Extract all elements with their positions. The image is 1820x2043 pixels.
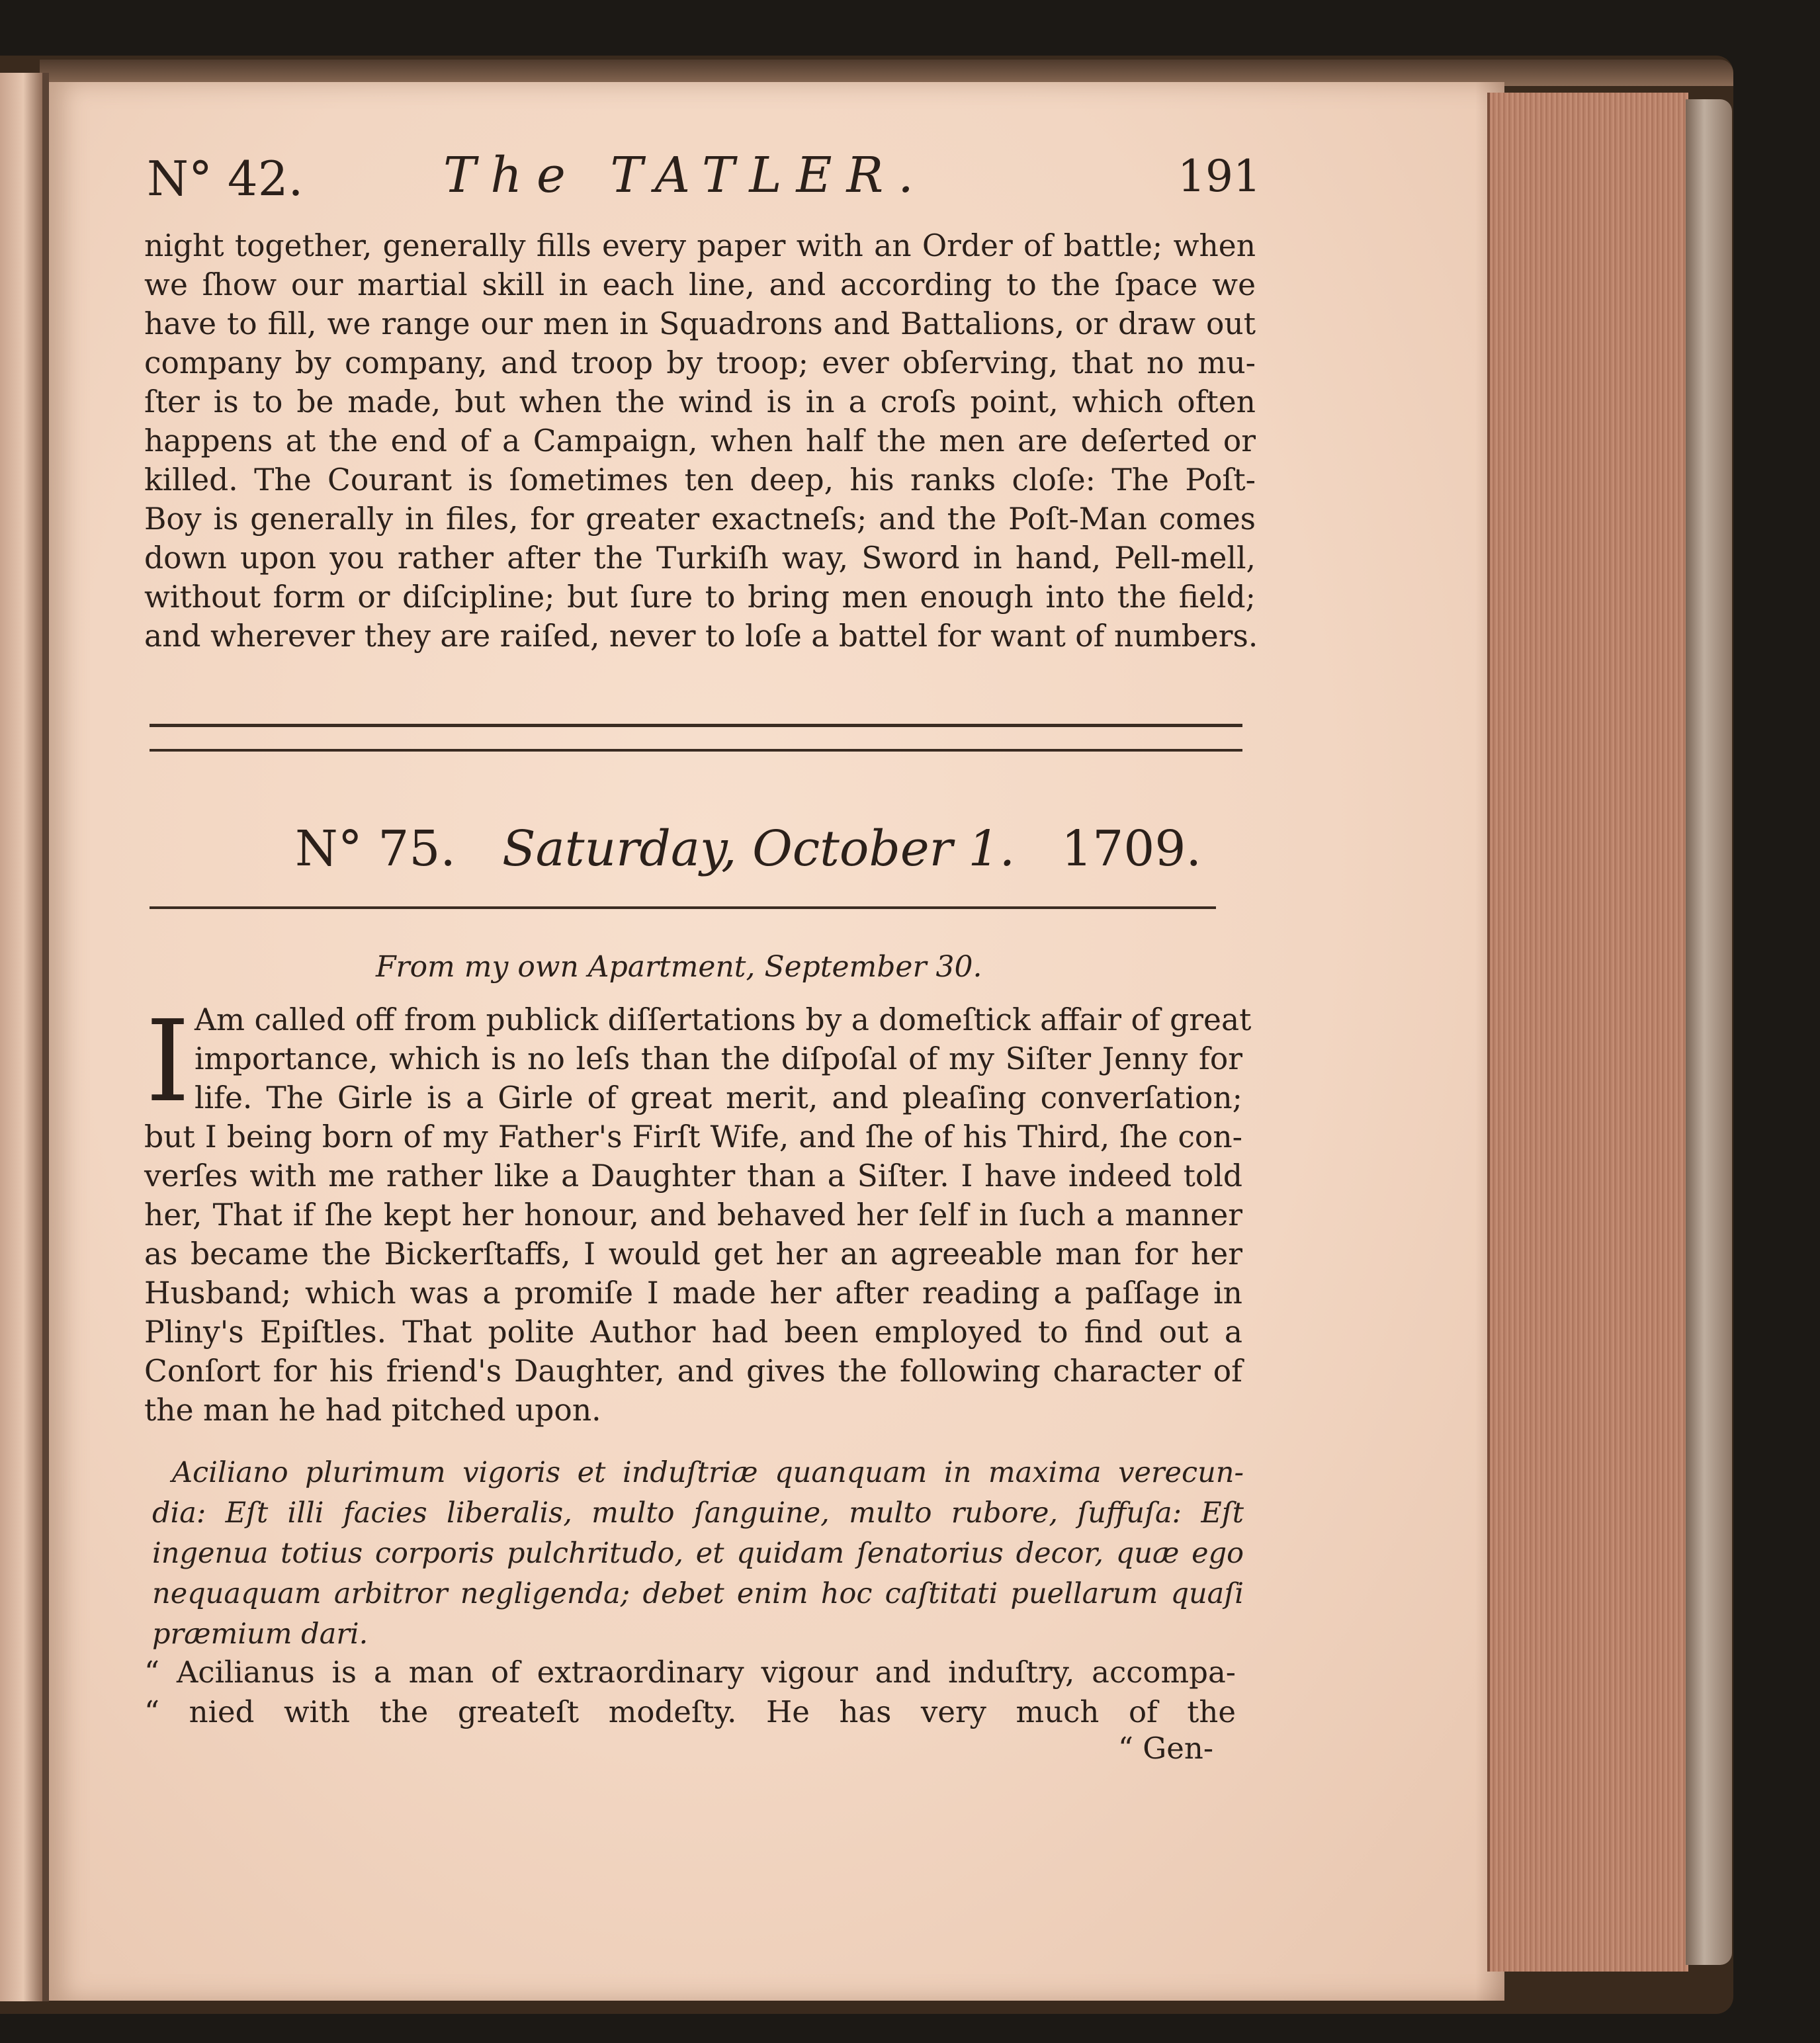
text-line: Am called off from publick diſſertations by a domeſtick affair of great — [195, 1002, 1252, 1037]
text-line: but I being born of my Father's Firſt Wife, and ſhe of his Third, ſhe con- — [144, 1119, 1242, 1154]
page-number: 191 — [1178, 151, 1261, 202]
issue-heading — [295, 820, 1201, 877]
text-line: happens at the end of a Campaign, when half the men are deſerted or — [144, 423, 1256, 458]
heading-rule — [150, 906, 1216, 909]
issue-year: 1709. — [1061, 820, 1201, 877]
quote-line: præmium dari. — [152, 1618, 368, 1651]
text-line: company by company, and troop by troop; ever obſerving, that no mu- — [144, 345, 1256, 380]
issue-number: N° 75. — [295, 820, 456, 877]
text-line: as became the Bickerſtaffs, I would get her an agreeable man for her — [144, 1237, 1242, 1272]
quote-line: ingenua totius corporis pulchritudo, et quidam ſenatorius decor, quæ ego — [152, 1537, 1244, 1570]
text-line: Boy is generally in files, for greater exactneſs; and the Poſt-Man comes — [144, 501, 1256, 537]
running-header-number: N° 42. — [147, 151, 304, 206]
paragraph-main — [144, 996, 1252, 1430]
text-line: life. The Girle is a Girle of great merit, and pleaſing converſation; — [195, 1080, 1242, 1115]
catchword: “ Gen- — [1118, 1731, 1214, 1766]
text-line: her, That if ſhe kept her honour, and behaved her ſelf in ſuch a manner — [144, 1197, 1242, 1233]
quote-line: dia: Eſt illi facies liberalis, multo ſanguine, multo rubore, ſuffuſa: Eſt — [152, 1497, 1244, 1530]
text-line: Pliny's Epiſtles. That polite Author had been employed to find out a — [144, 1315, 1242, 1350]
text-line: and wherever they are raiſed, never to loſe a battel for want of numbers. — [144, 619, 1258, 654]
text-line: Conſort for his friend's Daughter, and gives the following character of — [144, 1354, 1242, 1389]
double-rule-bottom — [150, 749, 1242, 752]
fore-edge-pages — [1487, 93, 1688, 1972]
back-board — [1686, 99, 1732, 1965]
text-line: importance, which is no leſs than the diſpoſal of my Siſter Jenny for — [195, 1041, 1242, 1076]
quote-line: Aciliano plurimum vigoris et induſtriæ quanquam in maxima verecun- — [172, 1456, 1244, 1489]
text-line: night together, generally fills every paper with an Order of battle; when — [144, 228, 1256, 263]
text-line: Husband; which was a promiſe I made her after reading a paſſage in — [144, 1276, 1242, 1311]
text-line: verſes with me rather like a Daughter than a Siſter. I have indeed told — [144, 1158, 1242, 1194]
drop-cap: I — [146, 996, 191, 1127]
text-line: down upon you rather after the Turkiſh way, Sword in hand, Pell-mell, — [144, 541, 1256, 576]
translation-line: “ nied with the greateſt modeſty. He has very much of the — [144, 1694, 1236, 1729]
paragraph-continued — [144, 226, 1256, 656]
latin-quotation — [152, 1453, 1244, 1655]
text-line: ſter is to be made, but when the wind is in a croſs point, which often — [144, 384, 1256, 419]
text-line: we ſhow our martial skill in each line, and according to the ſpace we — [144, 267, 1256, 302]
text-line: without form or diſcipline; but ſure to bring men enough into the field; — [144, 580, 1256, 615]
issue-date: Saturday, October 1. — [501, 820, 1016, 877]
running-header-title: The TATLER. — [443, 147, 928, 204]
dateline: From my own Apartment, September 30. — [376, 950, 982, 984]
double-rule-top — [150, 724, 1242, 727]
text-line: the man he had pitched upon. — [144, 1393, 601, 1428]
text-line: have to fill, we range our men in Squadrons and Battalions, or draw out — [144, 306, 1256, 341]
book-gutter — [42, 73, 49, 2001]
translation-line: “ Acilianus is a man of extraordinary vigour and induſtry, accompa- — [144, 1655, 1236, 1690]
translation — [144, 1653, 1236, 1732]
text-line: killed. The Courant is ſometimes ten deep, his ranks cloſe: The Poſt- — [144, 462, 1256, 498]
left-page-sliver — [0, 73, 42, 2001]
quote-line: nequaquam arbitror negligenda; debet enim hoc caſtitati puellarum quaſi — [152, 1577, 1244, 1610]
